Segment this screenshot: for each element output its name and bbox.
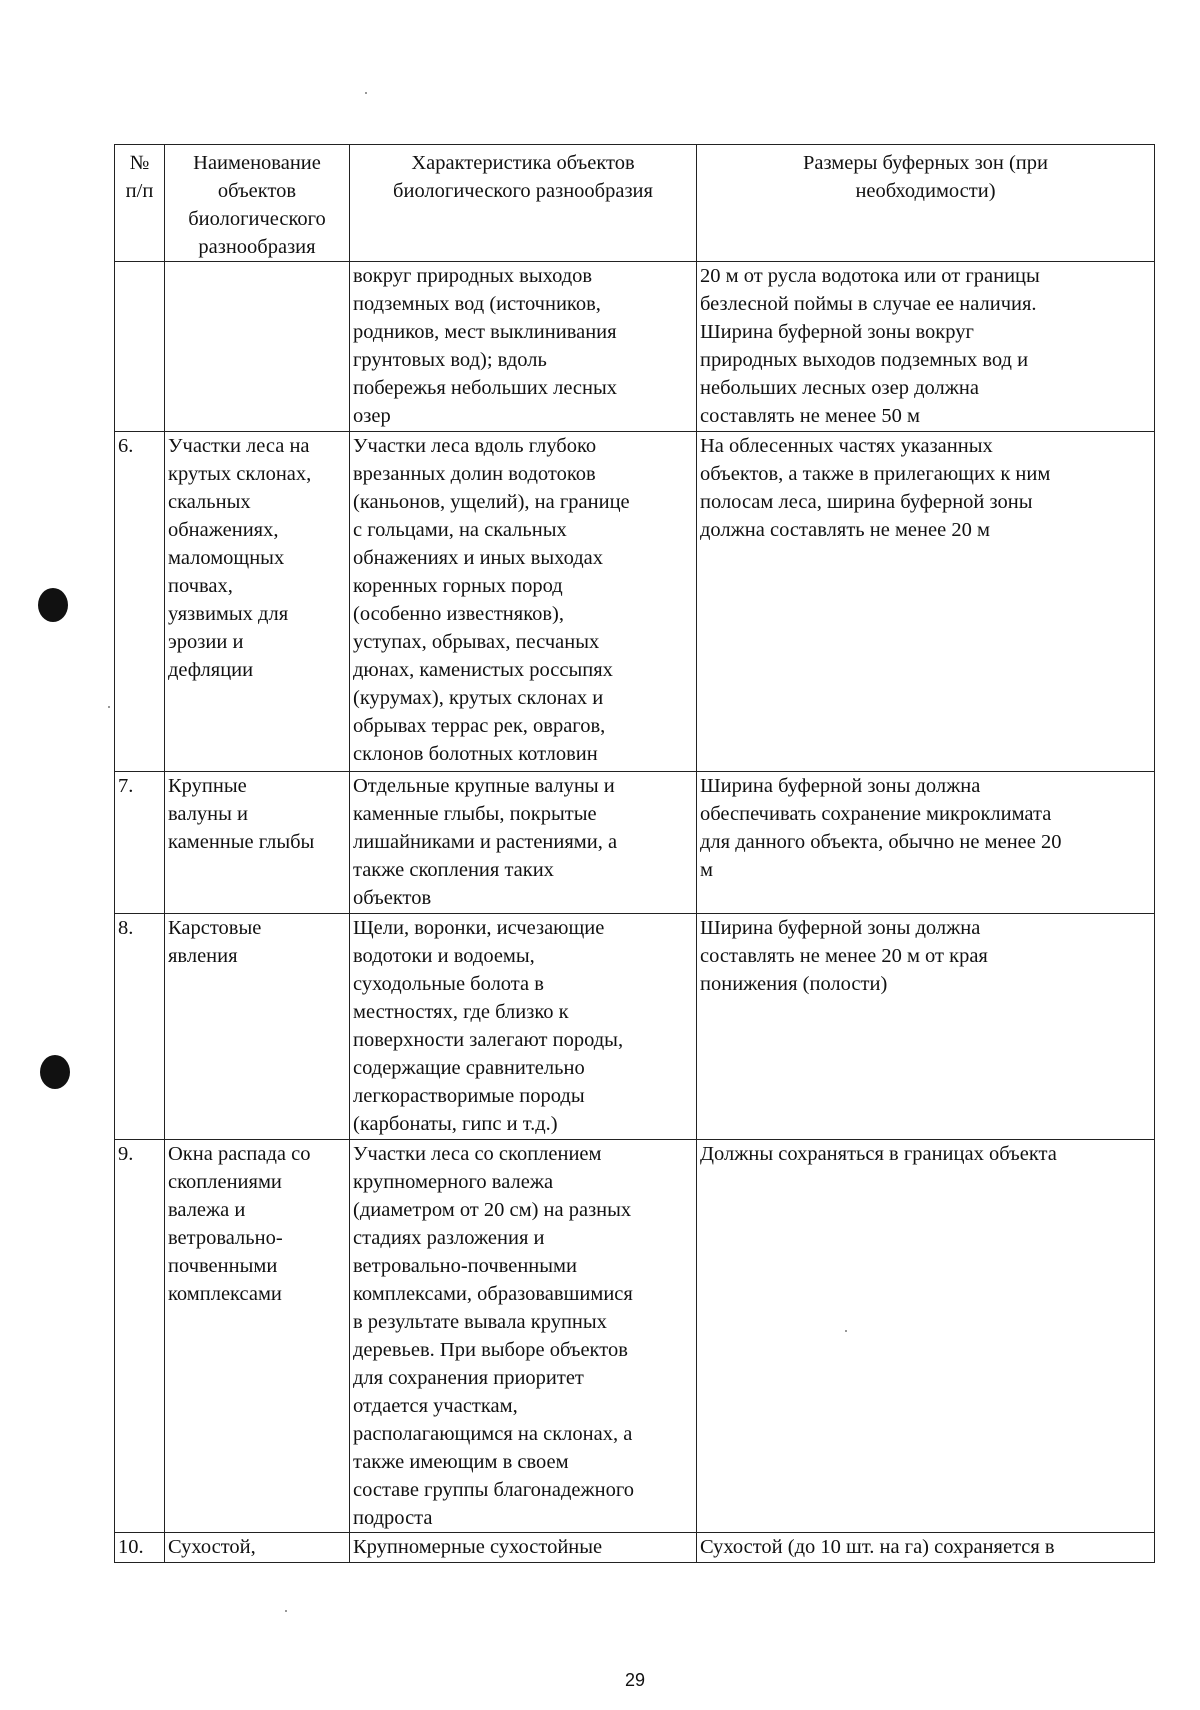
scan-speck [285,1610,287,1612]
header-object-name: Наименование объектов биологического разнообразия [165,145,350,262]
biodiversity-objects-table [114,144,1155,1563]
object-characteristic: Щели, воронки, исчезающие водотоки и водоемы, суходольные болота в местностях, где близко к поверхности залегают породы, содержащие сравнительно легкорастворимые породы (карбонаты, гипс и т.д.) [350,914,697,1140]
scan-speck [365,92,367,94]
scan-speck [108,706,110,708]
row-number: 7. [115,772,165,914]
buffer-zone-size: Должны сохраняться в границах объекта [697,1140,1155,1533]
table-row [115,1533,1155,1563]
row-number: 8. [115,914,165,1140]
table-row [115,432,1155,772]
table-row [115,914,1155,1140]
buffer-zone-size: На облесенных частях указанных объектов, а также в прилегающих к ним полосам леса, ширина буферной зоны должна составлять не менее 20 м [697,432,1155,772]
row-number [115,262,165,432]
row-number: 9. [115,1140,165,1533]
header-characteristic: Характеристика объектов биологического разнообразия [350,145,697,262]
table-row [115,262,1155,432]
object-name: Карстовые явления [165,914,350,1140]
table-row [115,1140,1155,1533]
object-name: Сухостой, [165,1533,350,1563]
buffer-zone-size: Ширина буферной зоны должна обеспечивать сохранение микроклимата для данного объекта, обычно не менее 20 м [697,772,1155,914]
object-characteristic: Участки леса со скоплением крупномерного валежа (диаметром от 20 см) на разных стадиях разложения и ветровально-почвенными комплексами, образовавшимися в результате вывала крупных деревьев. При выборе объектов для сохранения приоритет отдается участкам, располагающимся на склонах, а также имеющим в своем составе группы благонадежного подроста [350,1140,697,1533]
header-number: № п/п [115,145,165,262]
table-header-row [115,145,1155,262]
buffer-zone-size: 20 м от русла водотока или от границы безлесной поймы в случае ее наличия. Ширина буферной зоны вокруг природных выходов подземных вод и небольших лесных озер должна составлять не менее 50 м [697,262,1155,432]
object-name: Участки леса на крутых склонах, скальных обнажениях, маломощных почвах, уязвимых для эрозии и дефляции [165,432,350,772]
header-buffer-zone-size: Размеры буферных зон (при необходимости) [697,145,1155,262]
object-characteristic: вокруг природных выходов подземных вод (источников, родников, мест выклинивания грунтовых вод); вдоль побережья небольших лесных озер [350,262,697,432]
page-number: 29 [624,1670,646,1690]
punch-hole-mark [40,1055,70,1089]
row-number: 6. [115,432,165,772]
object-name: Окна распада со скоплениями валежа и ветровально- почвенными комплексами [165,1140,350,1533]
object-characteristic: Отдельные крупные валуны и каменные глыбы, покрытые лишайниками и растениями, а также скопления таких объектов [350,772,697,914]
punch-hole-mark [38,588,68,622]
object-characteristic: Участки леса вдоль глубоко врезанных долин водотоков (каньонов, ущелий), на границе с гольцами, на скальных обнажениях и иных выходах коренных горных пород (особенно известняков), уступах, обрывах, песчаных дюнах, каменистых россыпях (курумах), крутых склонах и обрывах террас рек, оврагов, склонов болотных котловин [350,432,697,772]
row-number: 10. [115,1533,165,1563]
object-name [165,262,350,432]
buffer-zone-size: Ширина буферной зоны должна составлять не менее 20 м от края понижения (полости) [697,914,1155,1140]
object-name: Крупные валуны и каменные глыбы [165,772,350,914]
table-row [115,772,1155,914]
buffer-zone-size: Сухостой (до 10 шт. на га) сохраняется в [697,1533,1155,1563]
object-characteristic: Крупномерные сухостойные [350,1533,697,1563]
